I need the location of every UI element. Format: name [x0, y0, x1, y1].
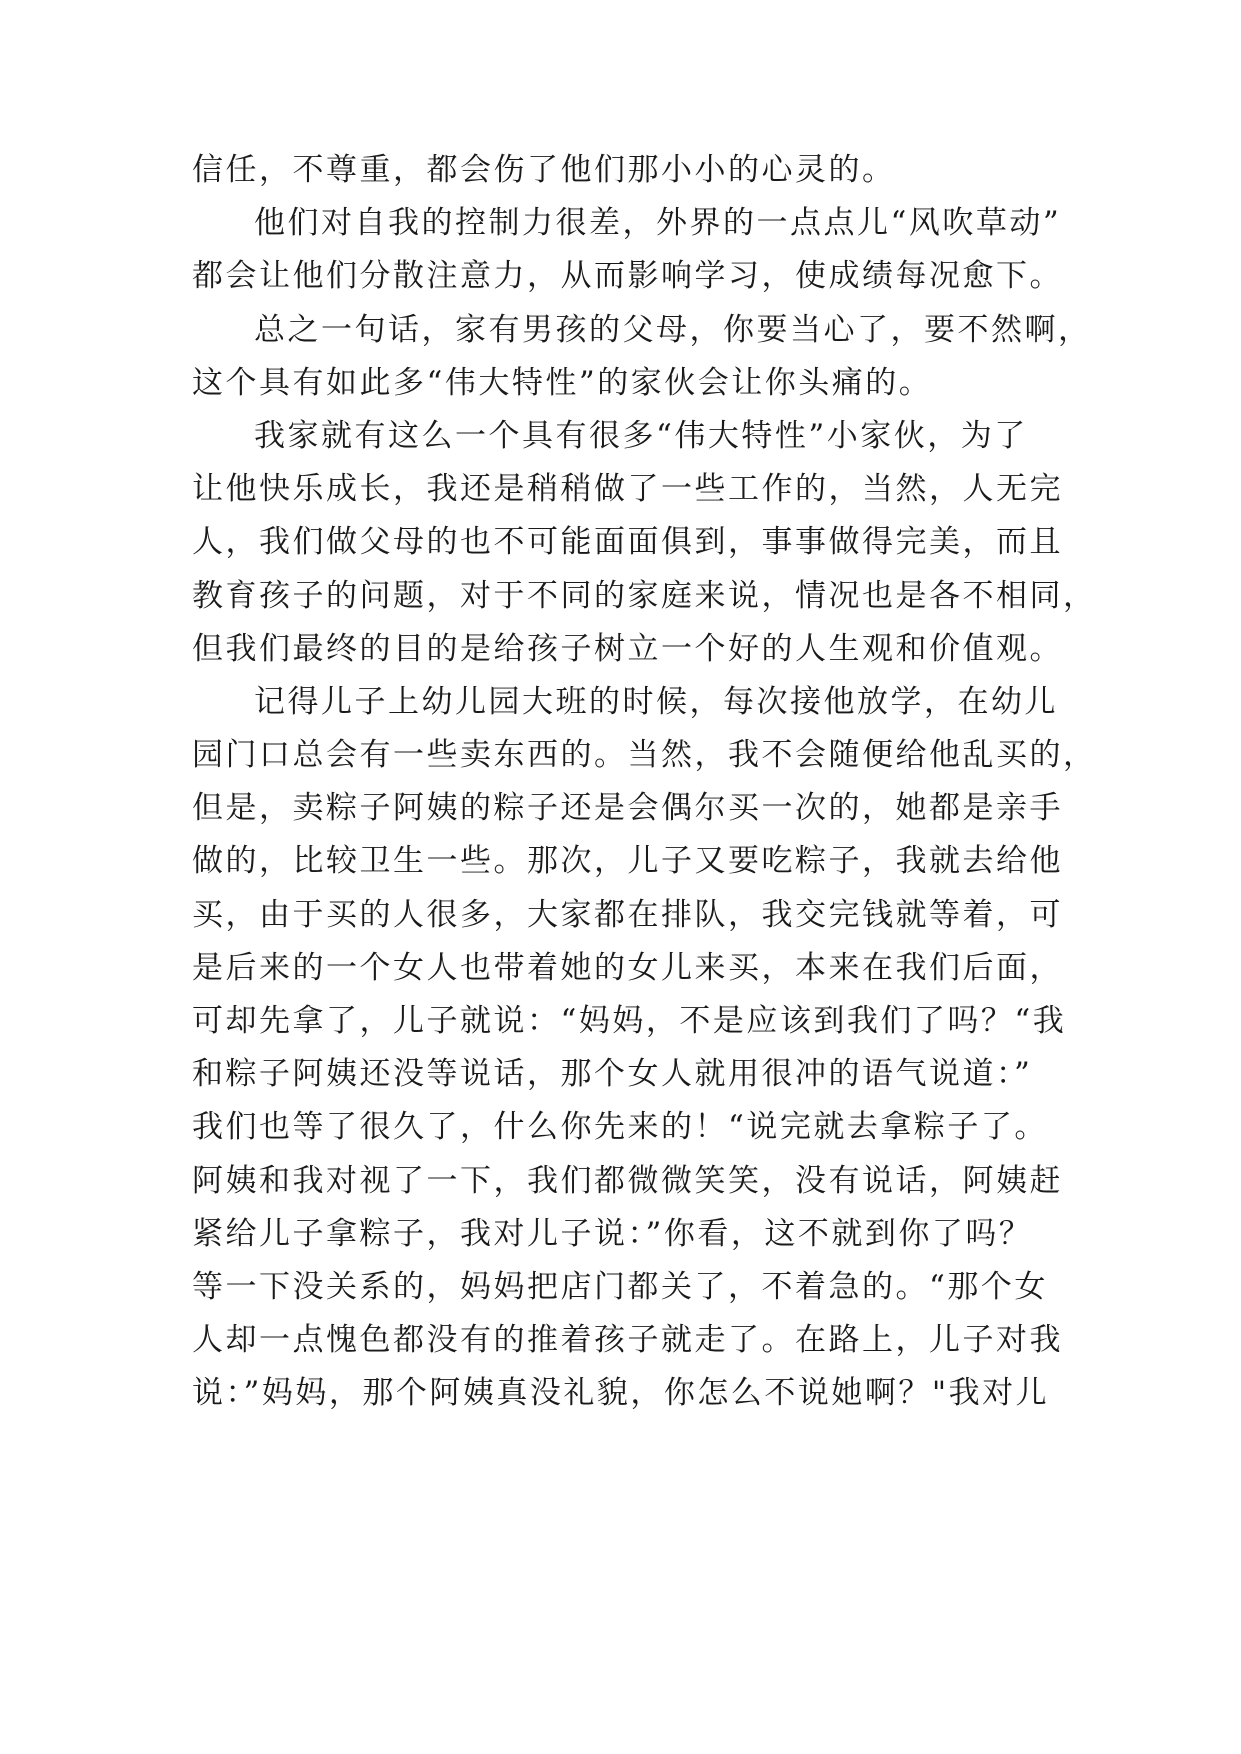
- text-line: 信任，不尊重，都会伤了他们那小小的心灵的。: [192, 152, 896, 188]
- text-line: 教育孩子的问题，对于不同的家庭来说，情况也是各不相同，: [192, 578, 1097, 614]
- text-line: 园门口总会有一些卖东西的。当然，我不会随便给他乱买的，: [192, 737, 1097, 773]
- text-line: 说：”妈妈，那个阿姨真没礼貌，你怎么不说她啊？"我对儿: [192, 1375, 1050, 1411]
- text-line: 但是，卖粽子阿姨的粽子还是会偶尔买一次的，她都是亲手: [192, 790, 1063, 826]
- text-line: 记得儿子上幼儿园大班的时候，每次接他放学，在幼儿: [254, 684, 1058, 720]
- text-line: 买，由于买的人很多，大家都在排队，我交完钱就等着，可: [192, 897, 1063, 933]
- text-line: 做的，比较卫生一些。那次，儿子又要吃粽子，我就去给他: [192, 843, 1063, 879]
- text-line: 人却一点愧色都没有的推着孩子就走了。在路上，儿子对我: [192, 1322, 1063, 1358]
- text-line: 但我们最终的目的是给孩子树立一个好的人生观和价值观。: [192, 631, 1063, 667]
- text-line: 这个具有如此多“伟大特性”的家伙会让你头痛的。: [192, 365, 933, 401]
- text-line: 和粽子阿姨还没等说话，那个女人就用很冲的语气说道：”: [192, 1056, 1033, 1092]
- text-line: 我家就有这么一个具有很多“伟大特性”小家伙，为了: [254, 418, 1028, 454]
- text-line: 都会让他们分散注意力，从而影响学习，使成绩每况愈下。: [192, 258, 1063, 294]
- text-line: 等一下没关系的，妈妈把店门都关了，不着急的。“那个女: [192, 1269, 1048, 1305]
- text-line: 他们对自我的控制力很差，外界的一点点儿“风吹草动”: [254, 205, 1062, 241]
- text-line: 阿姨和我对视了一下，我们都微微笑笑，没有说话，阿姨赶: [192, 1163, 1063, 1199]
- text-line: 可却先拿了，儿子就说：“妈妈，不是应该到我们了吗？“我: [192, 1003, 1067, 1039]
- text-line: 人，我们做父母的也不可能面面俱到，事事做得完美，而且: [192, 524, 1063, 560]
- text-line: 紧给儿子拿粽子，我对儿子说：”你看，这不就到你了吗？: [192, 1216, 1033, 1252]
- text-line: 我们也等了很久了，什么你先来的！“说完就去拿粽子了。: [192, 1109, 1048, 1145]
- text-line: 是后来的一个女人也带着她的女儿来买，本来在我们后面，: [192, 950, 1063, 986]
- text-line: 让他快乐成长，我还是稍稍做了一些工作的，当然，人无完: [192, 471, 1063, 507]
- text-line: 总之一句话，家有男孩的父母，你要当心了，要不然啊，: [254, 312, 1092, 348]
